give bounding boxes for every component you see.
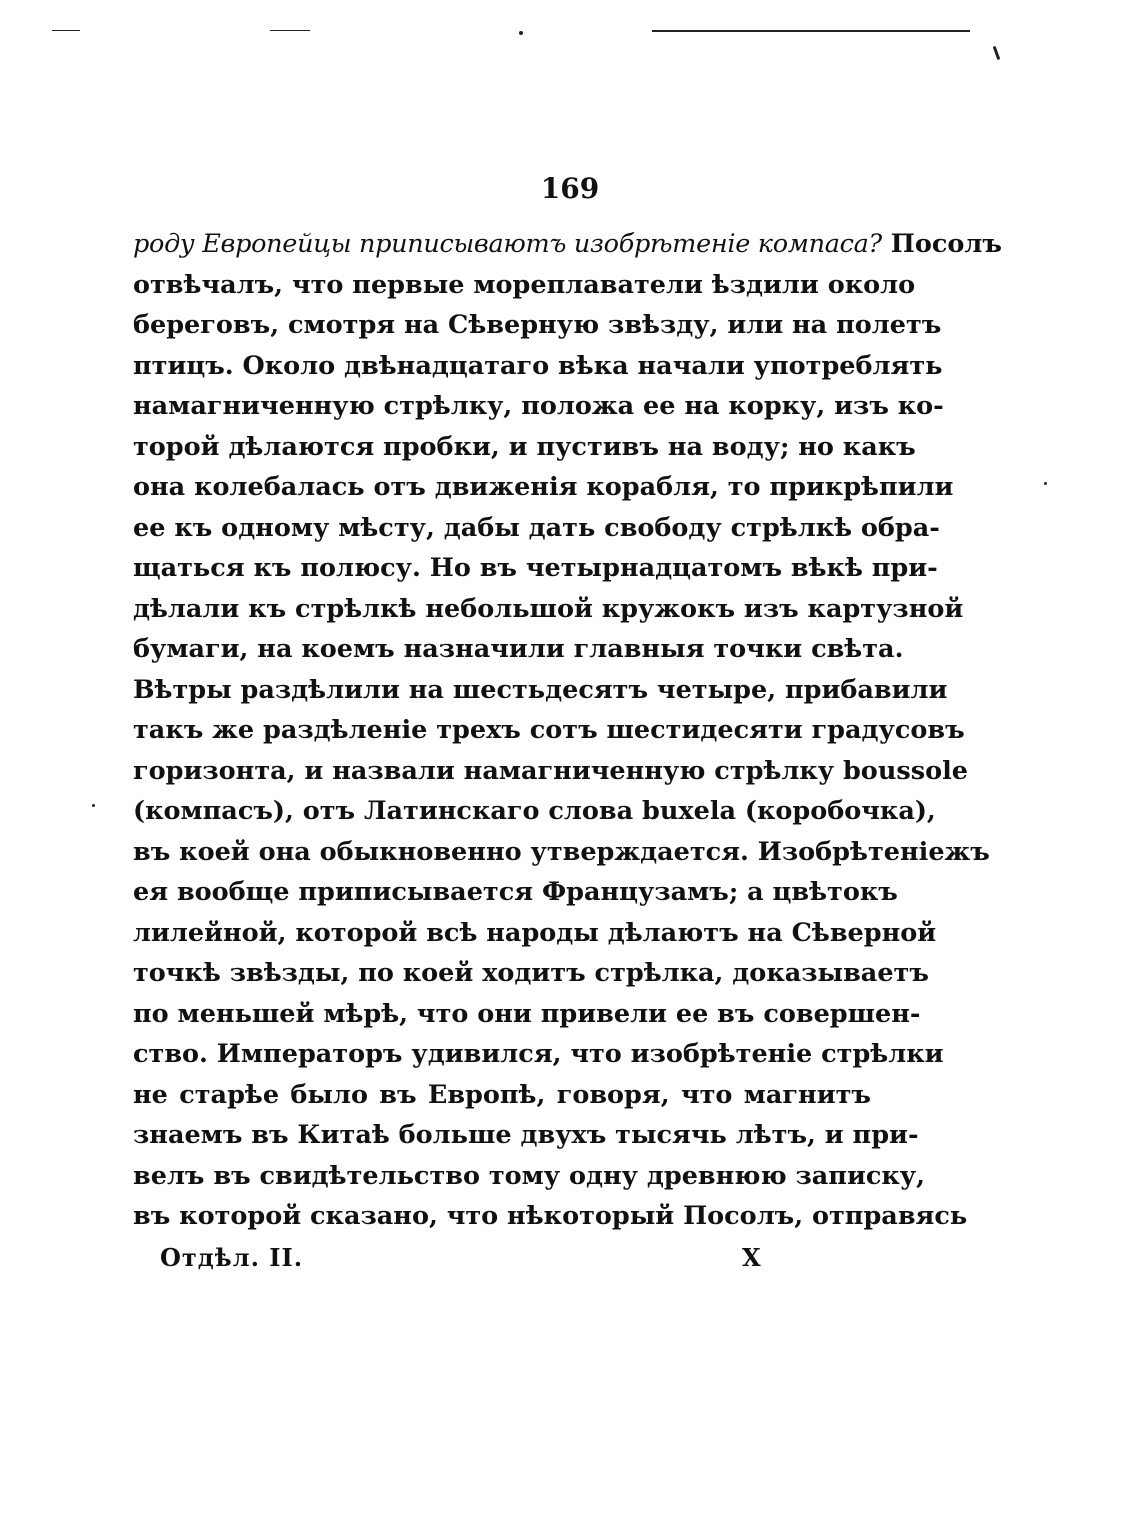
text-line: точкѣ звѣзды, по коей ходитъ стрѣлка, доказываетъ [133,958,929,988]
text-line [133,224,1002,265]
text-line: намагниченную стрѣлку, положа ее на корку, изъ ко- [133,391,944,421]
text-line: птицъ. Около двѣнадцатаго вѣка начали употреблять [133,350,943,381]
page-number: 169 [540,172,600,205]
scan-speck [92,804,95,807]
scan-speck [993,46,1001,60]
italic-phrase: роду Европейцы приписываютъ изобрѣтенie компаса? [133,229,882,259]
body-text [133,224,1002,1237]
text-line: (компасъ), отъ Латинскаго слова buxela (коробочка), [133,796,936,826]
text-line: такъ же раздѣленie трехъ сотъ шестидесяти градусовъ [133,715,965,745]
text-line: въ коей она обыкновенно утверждается. Изобрѣтенiежъ [133,836,990,867]
text-line: велъ въ свидѣтельство тому одну древнюю записку, [133,1160,925,1191]
top-rule-right [652,30,970,32]
text-line: ее къ одному мѣсту, дабы дать свободу стрѣлкѣ обра- [133,512,940,543]
line-text: Посолъ [881,229,1002,259]
text-line: горизонта, и назвали намагниченную стрѣлку boussole [133,755,968,786]
text-line: щаться къ полюсу. Но въ четырнадцатомъ вѣкѣ при- [133,553,938,583]
top-rule-middle [270,30,310,31]
text-line: бумаги, на коемъ назначили главныя точки свѣта. [133,634,904,664]
text-line: Вѣтры раздѣлили на шестьдесятъ четыре, прибавили [133,674,948,705]
scan-speck [1044,482,1047,485]
text-line: знаемъ въ Китаѣ больше двухъ тысячь лѣтъ, и при- [133,1120,919,1150]
text-line: торой дѣлаются пробки, и пустивъ на воду; но какъ [133,431,916,462]
text-line: ство. Императоръ удивился, что изобрѣтенie стрѣлки [133,1039,944,1069]
text-line: дѣлали къ стрѣлкѣ небольшой кружокъ изъ картузной [133,593,964,624]
text-line: она колебалась отъ движенiя корабля, то прикрѣпили [133,472,954,502]
text-line: въ которой сказано, что нѣкоторый Посолъ, отправясь [133,1201,968,1231]
scan-speck [519,31,523,35]
text-line: по меньшей мѣрѣ, что они привели ее въ совершен- [133,998,921,1029]
signature-mark: X [742,1243,761,1272]
text-line: отвѣчалъ, что первые мореплаватели ѣздили около [133,269,916,300]
top-rule-left [52,30,80,31]
text-line: береговъ, смотря на Сѣверную звѣзду, или на полетъ [133,310,942,340]
text-line: не старѣе было въ Европѣ, говоря, что магнитъ [133,1079,871,1110]
text-line: лилейной, которой всѣ народы дѣлаютъ на Сѣверной [133,917,937,948]
section-label: Отдѣл. II. [160,1243,304,1272]
text-line: ея вообще приписывается Французамъ; а цвѣтокъ [133,877,898,907]
